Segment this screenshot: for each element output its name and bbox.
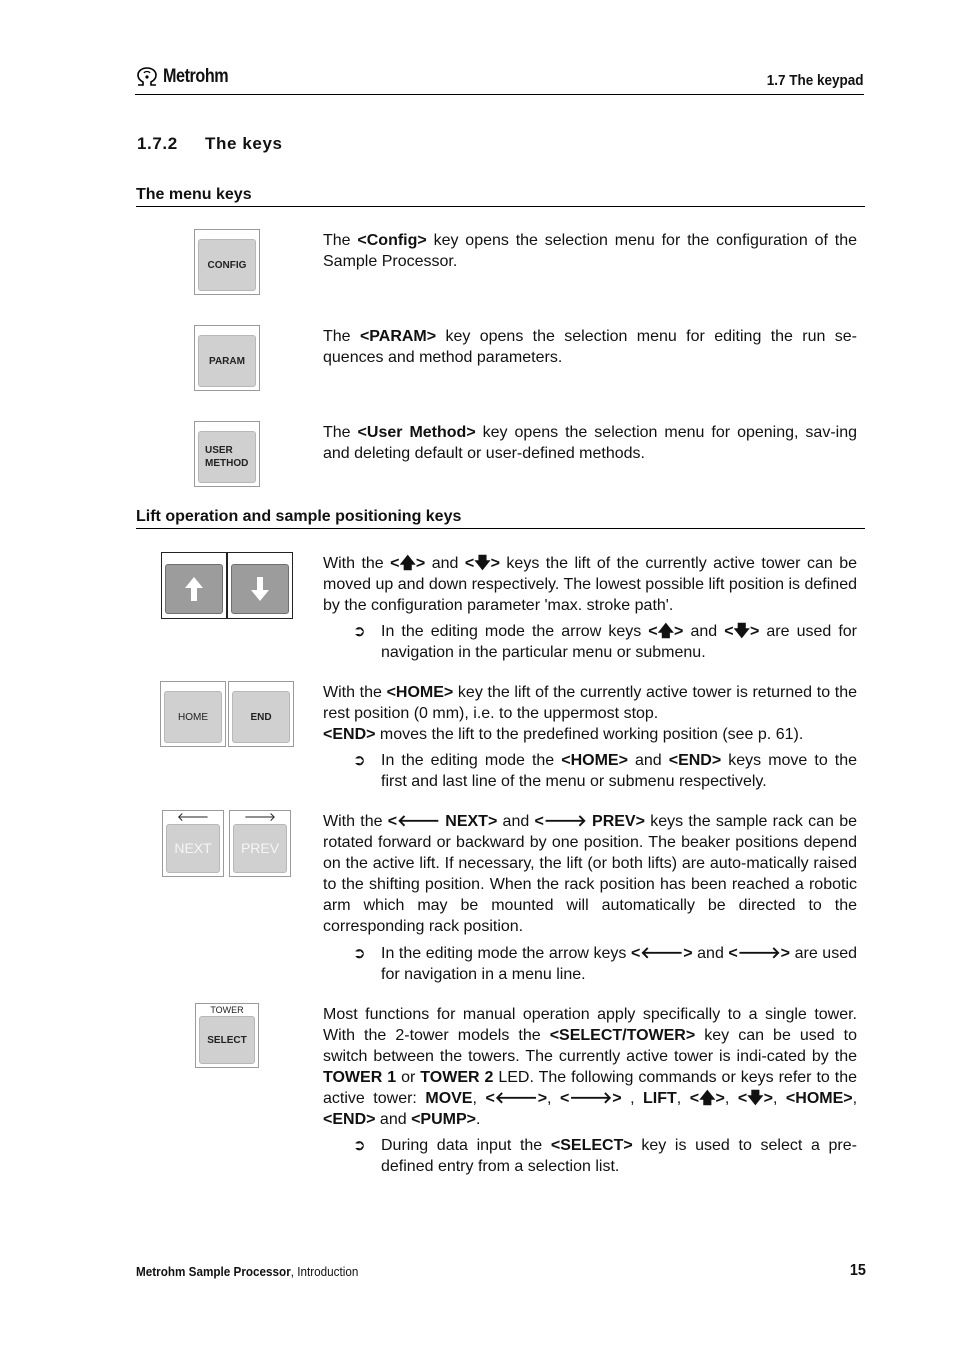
key-name: <User Method> (357, 424, 476, 441)
key-name: <🡅> (689, 1090, 725, 1107)
bullet-arrow-icon: ➲ (353, 1137, 366, 1154)
page-number: 15 (849, 1262, 866, 1279)
subheading-menu-keys: The menu keys (136, 186, 865, 207)
arrow-keys-description (323, 553, 857, 616)
footer-title (136, 1264, 358, 1279)
text: , (676, 1090, 690, 1107)
next-prev-description (323, 811, 857, 937)
lift-up-key (161, 552, 227, 619)
text: The (323, 232, 358, 249)
user-method-key-label (205, 444, 248, 470)
key-name: <PUMP> (411, 1111, 476, 1128)
select-tower-bullet (353, 1135, 857, 1177)
prev-key-face (233, 824, 287, 873)
key-name: <🡇> (737, 1090, 773, 1107)
arrow-up-icon (184, 576, 204, 602)
text: , (621, 1090, 644, 1107)
key-name: <END> (668, 752, 722, 769)
user-method-key (194, 421, 260, 487)
header-section-title: 1.7 The keypad (767, 72, 864, 89)
text: and (683, 623, 725, 640)
select-tower-key (195, 1003, 259, 1068)
page-header (135, 64, 864, 95)
text: keys the lift of the currently active tower can be moved up and down respectively. The lowest possible lift position is defined by the configuration parameter 'max. stroke path'. (323, 555, 857, 614)
key-name: <🡐> (485, 1090, 548, 1107)
end-key-label: END (250, 711, 272, 723)
text: and (425, 555, 465, 572)
label-line: METHOD (205, 458, 249, 469)
text: keys the sample rack can be rotated forward or backward by one position. The beaker positions depend on the active lift. If necessary, the lift (or both lifts) are auto-matically raised to the shifting position. When the rack position has been reached a robotic arm which may be mounted will automatically be directed to the corresponding rack position. (323, 813, 858, 935)
end-key (228, 681, 294, 747)
text: With the (323, 555, 391, 572)
config-key-face (198, 239, 256, 291)
prev-key (229, 810, 291, 877)
metrohm-logo (135, 66, 240, 88)
bullet-arrow-icon: ➲ (353, 945, 366, 962)
select-key-face (199, 1016, 255, 1064)
param-key-label: PARAM (209, 355, 245, 367)
key-name: <SELECT/TOWER> (549, 1027, 696, 1044)
param-key (194, 325, 260, 391)
arrow-keys-bullet (353, 621, 857, 663)
config-key-label: CONFIG (207, 259, 247, 271)
key-name: <🡅> (648, 623, 684, 640)
command-name: LIFT (643, 1090, 677, 1107)
text: key can be used to switch between the towers. The currently active tower is indi-cated by the (323, 1027, 858, 1065)
key-name: <🡒> (728, 945, 791, 962)
prev-key-label: PREV (240, 840, 280, 856)
key-name: <🡐 NEXT> (387, 813, 498, 830)
param-description (323, 326, 857, 368)
text: , (472, 1090, 486, 1107)
param-key-face (198, 335, 256, 387)
select-tower-description (323, 1004, 857, 1130)
text: During data input the (381, 1137, 551, 1154)
key-name: <🡅> (390, 555, 426, 572)
led-name: TOWER 2 (420, 1069, 494, 1086)
key-name: <SELECT> (550, 1137, 633, 1154)
text: keys move to the first and last line of the menu or submenu respectively. (381, 752, 858, 790)
text: and (627, 752, 669, 769)
key-name: <END> (323, 726, 376, 743)
text: and (497, 813, 535, 830)
key-name: <HOME> (561, 752, 628, 769)
section-heading (137, 134, 283, 154)
key-name: <HOME> (785, 1090, 853, 1107)
next-key (162, 810, 224, 877)
text: and (375, 1111, 412, 1128)
text: , (772, 1090, 786, 1107)
text: With the (323, 813, 388, 830)
text: LED. The following commands or keys refer to the active tower: (323, 1069, 858, 1107)
right-arrow-icon: 🡒 (243, 810, 277, 824)
key-name: <🡐> (630, 945, 693, 962)
text: . (475, 1111, 481, 1128)
lift-up-key-face (165, 564, 223, 614)
key-name: <HOME> (386, 684, 454, 701)
footer-chapter: , Introduction (290, 1264, 359, 1279)
text: The (323, 424, 358, 441)
text: Most functions for manual operation apply specifically to a single tower. With the 2-tower models the (323, 1006, 857, 1044)
text: With the (323, 684, 387, 701)
tower-label: TOWER (210, 1005, 244, 1015)
key-name: <Config> (357, 232, 427, 249)
user-method-key-face (198, 431, 256, 483)
next-key-label: NEXT (174, 840, 212, 856)
text: key opens the selection menu for the configuration of the Sample Processor. (323, 232, 858, 270)
lift-down-key (227, 552, 293, 619)
home-key (160, 681, 226, 747)
text: are used for navigation in the particular menu or submenu. (381, 623, 857, 661)
text: In the editing mode the arrow keys (381, 945, 631, 962)
footer-product: Metrohm Sample Processor (136, 1264, 291, 1279)
bullet-text (381, 621, 857, 663)
text: key the lift of the currently active tower is returned to the rest position (0 mm), i.e. to the uppermost stop. (323, 684, 857, 722)
section-title: The keys (205, 134, 283, 153)
text: The (323, 328, 360, 345)
select-key-label: SELECT (207, 1034, 247, 1046)
arrow-down-icon (250, 576, 270, 602)
key-name: <PARAM> (359, 328, 437, 345)
lift-down-key-face (231, 564, 289, 614)
logo-text: Metrohm (163, 66, 229, 87)
end-key-face (232, 691, 290, 743)
next-key-face (166, 824, 220, 873)
text: and (692, 945, 729, 962)
text: are used for navigation in a menu line. (381, 945, 857, 983)
config-key (194, 229, 260, 295)
subheading-lift-keys: Lift operation and sample positioning keys (136, 508, 865, 529)
led-name: TOWER 1 (323, 1069, 397, 1086)
text: key opens the selection menu for opening, sav-ing and deleting default or user-defined methods. (323, 424, 858, 462)
key-name: <🡒 PREV> (534, 813, 645, 830)
config-description (323, 230, 857, 272)
text: moves the lift to the predefined working position (see p. 61). (375, 726, 804, 743)
key-name: <🡇> (724, 623, 760, 640)
home-end-description (323, 682, 857, 745)
text: In the editing mode the arrow keys (381, 623, 649, 640)
omega-logo-icon (135, 67, 159, 87)
key-name: <🡒> (559, 1090, 622, 1107)
home-end-bullet (353, 750, 857, 792)
bullet-text (381, 943, 857, 985)
home-key-label: HOME (178, 711, 208, 723)
next-prev-bullet (353, 943, 857, 985)
text: , (547, 1090, 560, 1107)
text: or (396, 1069, 421, 1086)
text: key is used to select a pre-defined entry from a selection list. (381, 1137, 857, 1175)
text: , (724, 1090, 738, 1107)
bullet-text (381, 750, 857, 792)
bullet-text (381, 1135, 857, 1177)
key-name: <🡇> (464, 555, 500, 572)
text: , (852, 1090, 858, 1107)
text: key opens the selection menu for editing the run se-quences and method parameters. (323, 328, 858, 366)
text: In the editing mode the (381, 752, 562, 769)
label-line: USER (205, 445, 233, 456)
command-name: MOVE (425, 1090, 473, 1107)
user-method-description (323, 422, 857, 464)
section-number: 1.7.2 (137, 134, 178, 153)
left-arrow-icon: 🡐 (176, 810, 210, 824)
bullet-arrow-icon: ➲ (353, 623, 366, 640)
key-name: <END> (323, 1111, 376, 1128)
home-key-face (164, 691, 222, 743)
bullet-arrow-icon: ➲ (353, 752, 366, 769)
